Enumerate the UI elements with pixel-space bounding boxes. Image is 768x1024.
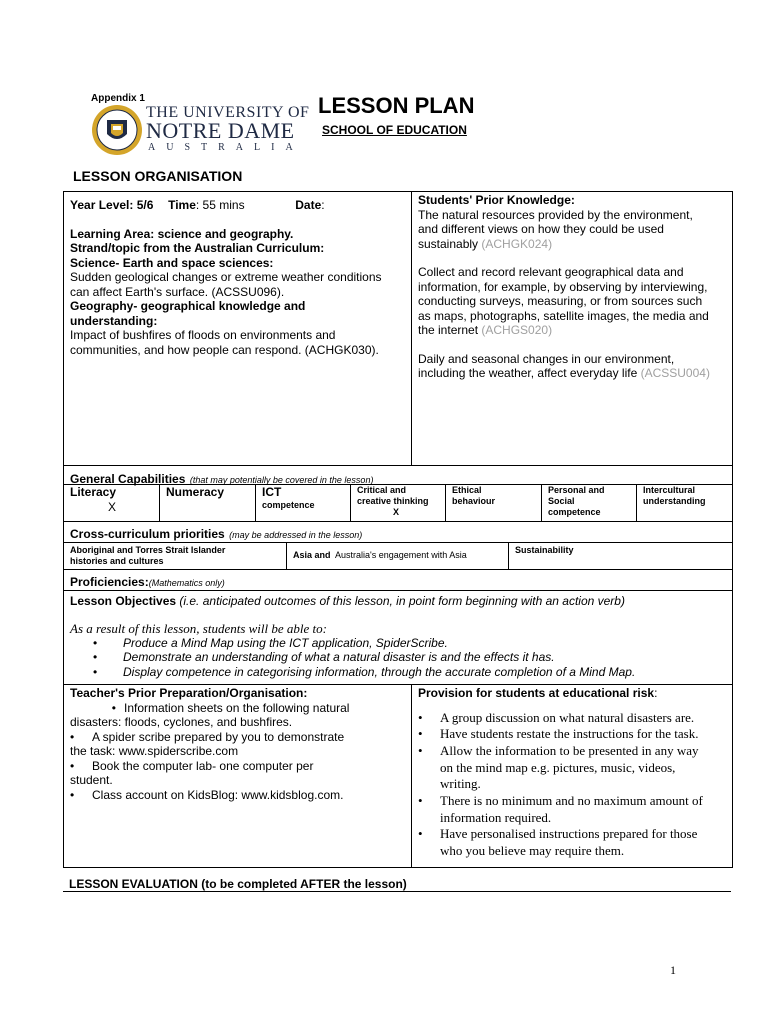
- geography-heading: Geography- geographical knowledge and: [70, 299, 306, 313]
- proficiencies-row: [64, 570, 732, 591]
- geography-heading-2: understanding:: [70, 313, 158, 328]
- objectives-list: [70, 636, 726, 680]
- university-name-line3: AUSTRALIA: [148, 142, 304, 153]
- capability-ict: ICT competence: [255, 485, 350, 521]
- capabilities-heading: General Capabilities: [70, 472, 186, 486]
- capability-literacy: Literacy X: [64, 485, 159, 521]
- list-item: • Display competence in categorising information, through the accurate completion of a Mind Map.: [93, 664, 636, 679]
- year-time-date-line: Year Level: 5/6 Time: 55 mins Date:: [70, 198, 325, 212]
- objectives-cell: [64, 591, 732, 684]
- proficiencies-note: (Mathematics only): [148, 578, 225, 588]
- curriculum-code: (ACHGS020): [481, 323, 553, 337]
- prior-knowledge-p2: Collect and record relevant geographical data and information, for example, by observing by interviewing, conducting surveys, measuring, or from sources such as maps, photographs, satellite images, the media and the internet (ACHGS020): [418, 265, 709, 337]
- provision-cell: [411, 685, 732, 867]
- list-item: • A group discussion on what natural disasters are.: [418, 709, 695, 725]
- section-heading: LESSON ORGANISATION: [73, 168, 243, 184]
- list-item: • A spider scribe prepared by you to demonstrate: [70, 729, 345, 744]
- critical-mark: X: [393, 507, 400, 517]
- page-number: 1: [670, 963, 676, 977]
- prior-knowledge-p3: Daily and seasonal changes in our environment, including the weather, affect everyday life (ACSSU004): [418, 351, 710, 380]
- preparation-heading: Teacher's Prior Preparation/Organisation:: [70, 686, 308, 700]
- priority-asia: Asia and Australia's engagement with Asia: [286, 543, 508, 569]
- curriculum-code: (ACSSU004): [640, 366, 710, 380]
- curriculum-code: (ACHGK024): [481, 236, 553, 251]
- cross-curriculum-heading-row: [64, 522, 732, 543]
- cross-curriculum-heading-cell: [64, 522, 732, 542]
- capability-personal-social: Personal and Social competence: [541, 485, 636, 521]
- science-heading: Science- Earth and space sciences:: [70, 255, 274, 270]
- university-name-line1: THE UNIVERSITY OF: [146, 104, 310, 121]
- objectives-note: (i.e. anticipated outcomes of this lesson, in point form beginning with an action verb): [179, 594, 625, 608]
- list-item: • There is no minimum and no maximum amount of: [418, 793, 703, 809]
- strand-heading: Strand/topic from the Australian Curriculum:: [70, 241, 325, 255]
- list-item: • Have students restate the instructions for the task.: [418, 726, 699, 742]
- organisation-cell: [64, 192, 411, 465]
- list-item: • Information sheets on the following natural: [111, 700, 350, 715]
- provision-heading: Provision for students at educational risk: [418, 686, 655, 700]
- capability-critical-thinking: Critical and creative thinking X: [350, 485, 445, 521]
- provision-list: • A group discussion on what natural disasters are. • Have students restate the instructions for the task. • Allow the information to be presented in any way on the mind map e.g. pictures, music, videos, writing. • There is no minimum and no maximum amount of information required. • Have personalised instructions prepared for those who you believe may require them.: [418, 710, 726, 860]
- preparation-cell: [64, 685, 411, 867]
- cross-curriculum-heading: Cross-curriculum priorities: [70, 527, 225, 541]
- evaluation-heading: LESSON EVALUATION (to be completed AFTER the lesson): [69, 877, 407, 891]
- proficiencies-cell: [64, 570, 732, 590]
- learning-area: Learning Area: science and geography.: [70, 226, 294, 241]
- objectives-row: [64, 591, 732, 685]
- capabilities-row: [64, 485, 732, 522]
- list-item: • Allow the information to be presented in any way: [418, 742, 699, 758]
- list-item: • Book the computer lab- one computer per: [70, 758, 314, 773]
- capability-ethical: Ethical behaviour: [445, 485, 541, 521]
- list-item: • Demonstrate an understanding of what a natural disaster is and the effects it has.: [93, 650, 555, 664]
- appendix-label: Appendix 1: [91, 93, 145, 104]
- priority-aboriginal: Aboriginal and Torres Strait Islander histories and cultures: [70, 545, 226, 566]
- preparation-row: [64, 685, 732, 867]
- capabilities-heading-row: [64, 466, 732, 485]
- list-item: • Produce a Mind Map using the ICT application, SpiderScribe.: [93, 635, 448, 650]
- lesson-table: [63, 191, 733, 868]
- capability-numeracy: Numeracy: [159, 485, 255, 521]
- evaluation-divider: [63, 891, 731, 892]
- page-subtitle: SCHOOL OF EDUCATION: [322, 123, 467, 137]
- objectives-heading: Lesson Objectives: [70, 594, 177, 608]
- preparation-list: • Information sheets on the following natural disasters: floods, cyclones, and bushfires. • A spider scribe prepared by you to demonstrate the task: www.spiderscribe.com • Book the computer lab- one computer per student. • Class account on KidsBlog: www.kidsblog.com.: [70, 701, 405, 803]
- science-text: Sudden geological changes or extreme weather conditions: [70, 270, 382, 284]
- priority-sustainability: Sustainability: [508, 543, 732, 569]
- literacy-mark: X: [108, 499, 117, 514]
- geography-text: Impact of bushfires of floods on environments and: [70, 328, 336, 342]
- cross-curriculum-note: (may be addressed in the lesson): [229, 530, 363, 540]
- prior-knowledge-cell: [411, 192, 732, 465]
- university-seal-icon: [91, 104, 143, 156]
- objectives-heading-line: [70, 594, 726, 609]
- science-text-2: can affect Earth's surface. (ACSSU096).: [70, 284, 285, 299]
- capabilities-heading-cell: [64, 466, 732, 484]
- list-item: • Have personalised instructions prepared for those: [418, 826, 698, 842]
- prior-knowledge-p1: The natural resources provided by the environment, and different views on how they could be used sustainably (ACHGK024): [418, 207, 693, 251]
- capability-intercultural: Intercultural understanding: [636, 485, 732, 521]
- university-name-line2: NOTRE DAME: [146, 118, 295, 143]
- cross-curriculum-row: [64, 543, 732, 570]
- geography-text-2: communities, and how people can respond. (ACHGK030).: [70, 342, 379, 357]
- organisation-row: [64, 192, 732, 466]
- proficiencies-heading: Proficiencies:: [70, 575, 149, 589]
- page-title: LESSON PLAN: [318, 93, 475, 118]
- list-item: • Class account on KidsBlog: www.kidsblog.com.: [70, 787, 344, 802]
- objectives-intro: As a result of this lesson, students will be able to:: [70, 620, 327, 636]
- provision-heading-line: Provision for students at educational risk:: [418, 686, 658, 700]
- capabilities-note: (that may potentially be covered in the lesson): [189, 475, 374, 485]
- prior-knowledge-heading: Students' Prior Knowledge:: [418, 193, 575, 207]
